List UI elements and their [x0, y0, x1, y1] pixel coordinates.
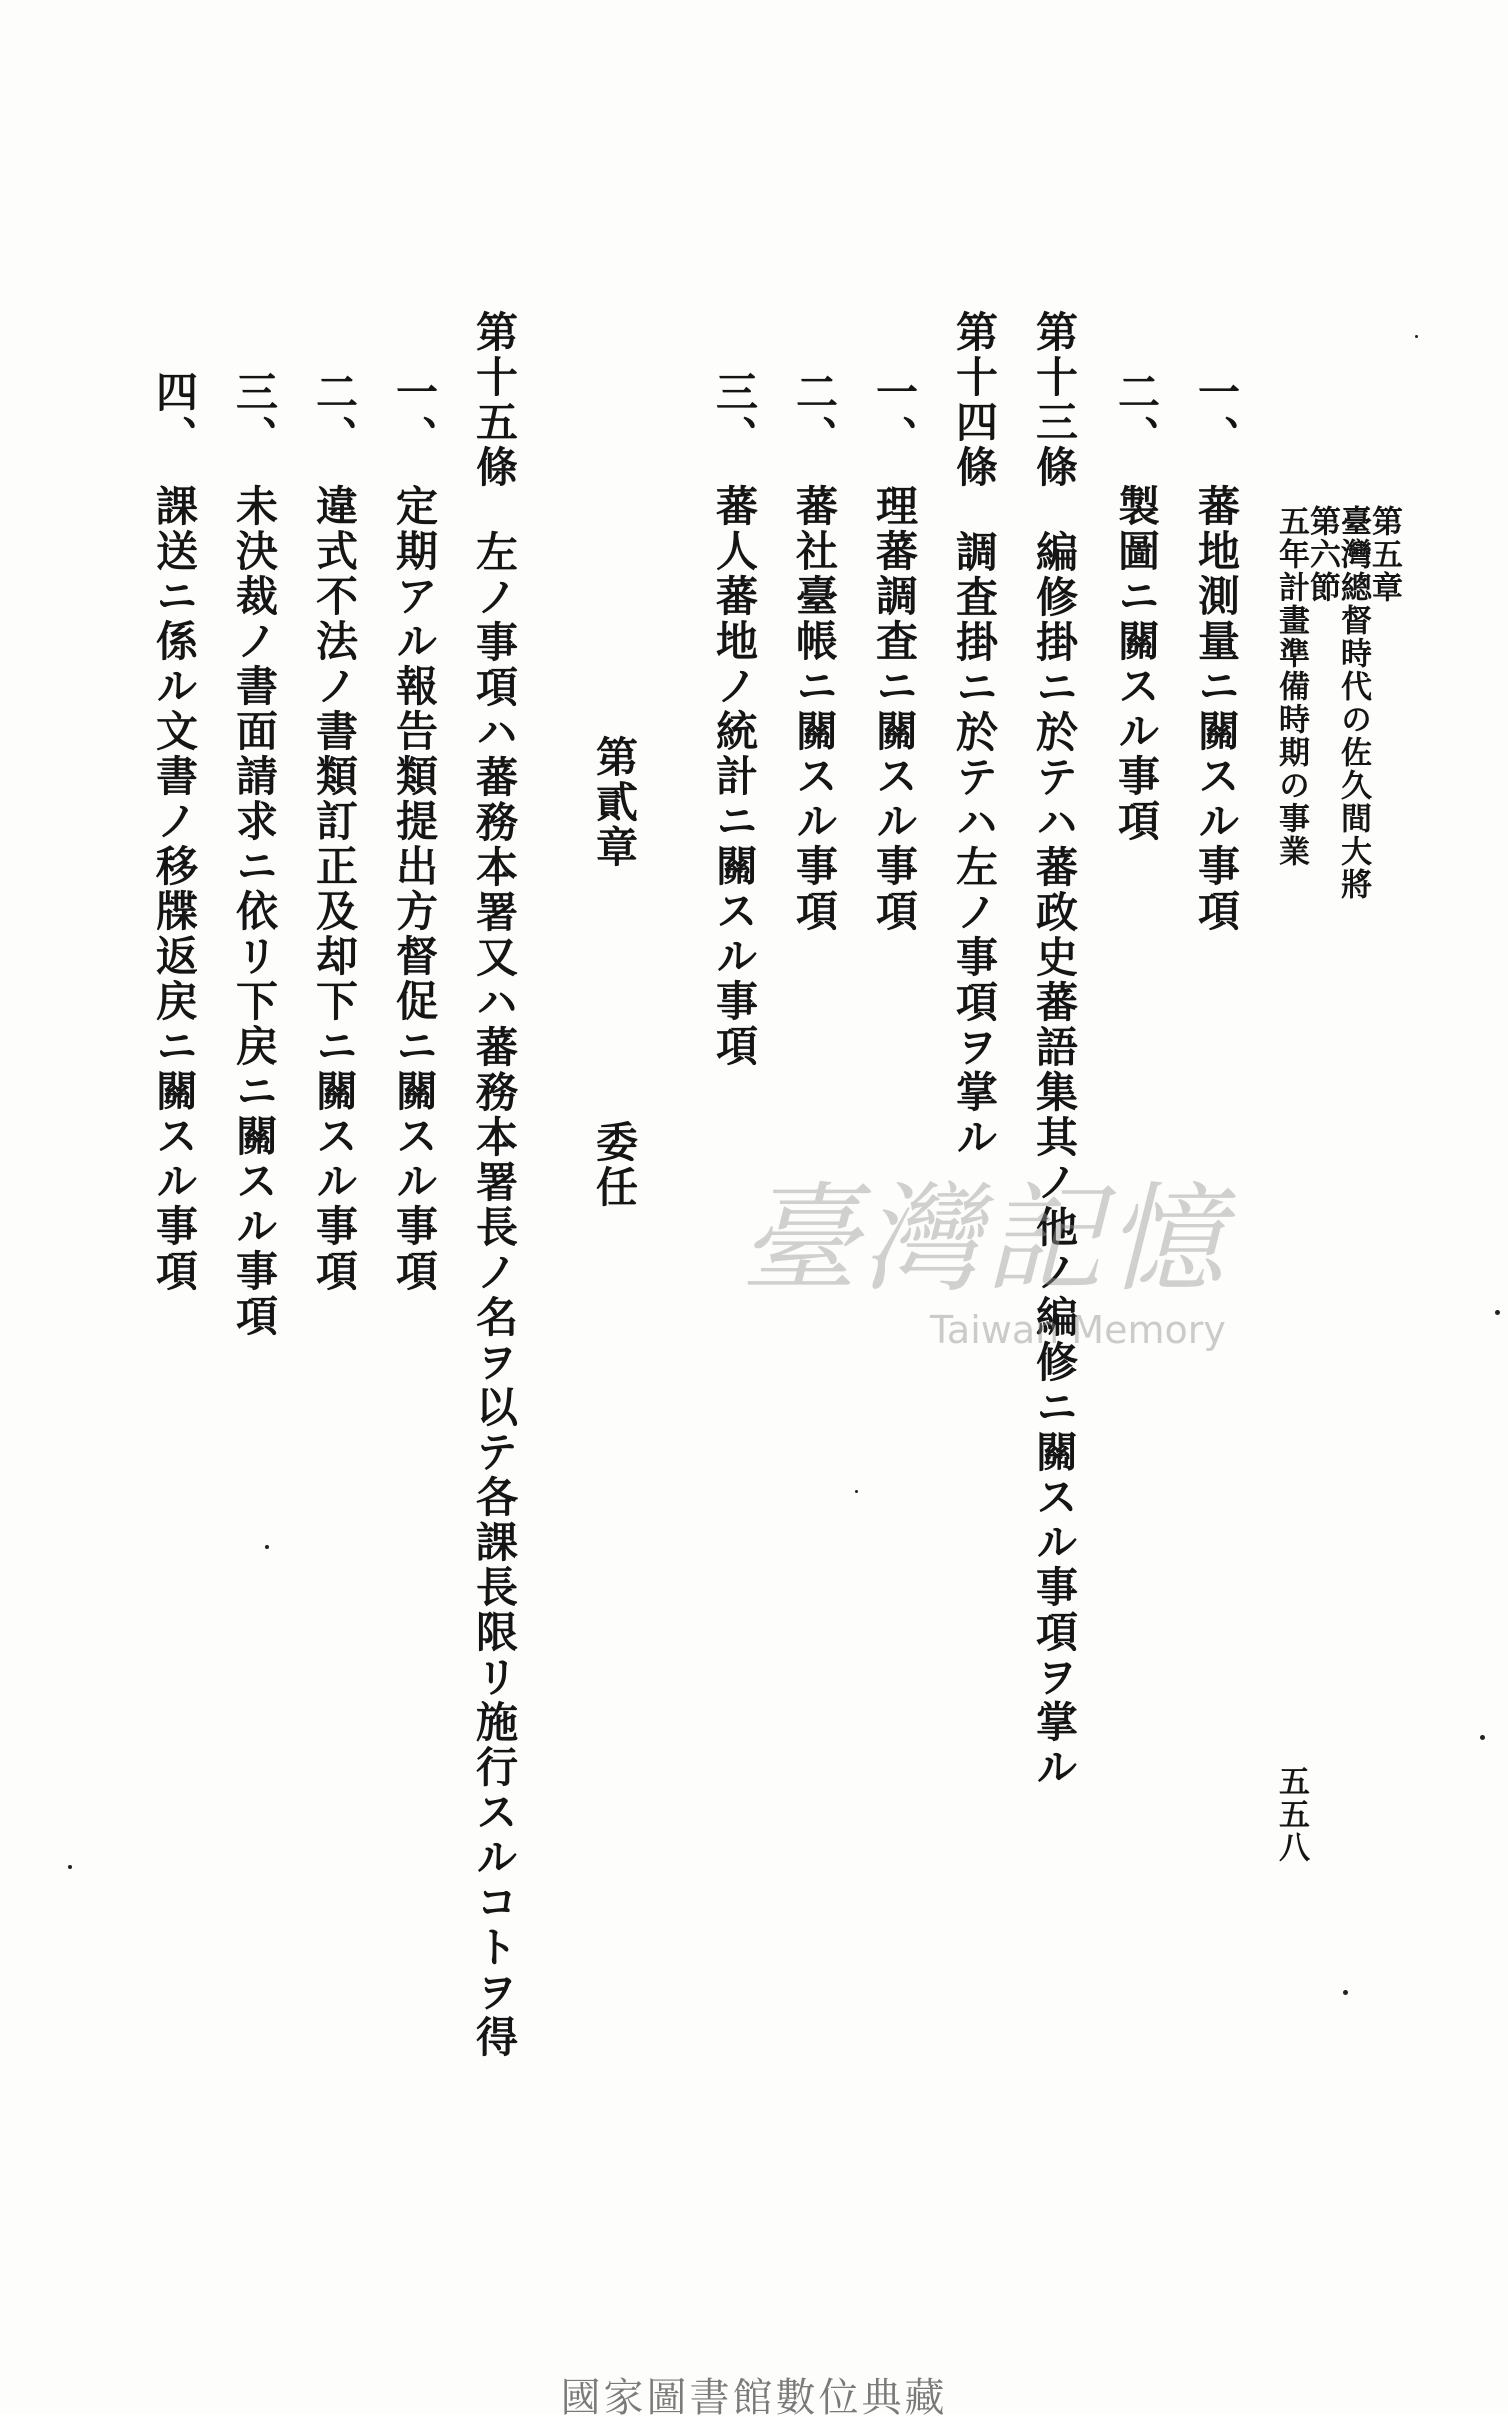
- item-marker: 二、: [790, 370, 839, 460]
- text-column: [390, 370, 439, 1294]
- item-text: 課送ニ係ル文書ノ移牒返戻ニ關スル事項: [150, 484, 199, 1294]
- watermark-chars: 臺灣記憶: [740, 1170, 1229, 1308]
- scan-speck: [855, 1490, 858, 1493]
- item-text: 違式不法ノ書類訂正及却下ニ關スル事項: [310, 484, 359, 1294]
- scan-speck: [68, 1865, 72, 1869]
- library-footer: 國家圖書館數位典藏: [560, 2375, 948, 2421]
- item-marker: 三、: [710, 370, 759, 460]
- text-column: [710, 370, 759, 1069]
- item-marker: 一、: [870, 370, 919, 460]
- text-column: [310, 370, 359, 1294]
- item-marker: 二、: [1112, 370, 1161, 460]
- article-number: 第十三條: [1030, 310, 1079, 490]
- scan-speck: [265, 1545, 269, 1549]
- item-text: 定期アル報告類提出方督促ニ關スル事項: [390, 484, 439, 1294]
- item-marker: 一、: [1192, 370, 1241, 460]
- text-column: [1192, 370, 1241, 934]
- running-header: [1273, 505, 1402, 901]
- item-text: 蕃人蕃地ノ統計ニ關スル事項: [710, 484, 759, 1069]
- item-marker: 二、: [310, 370, 359, 460]
- item-text: 製圖ニ關スル事項: [1112, 484, 1161, 844]
- article-number: 第十五條: [470, 310, 519, 490]
- scan-speck: [1343, 1990, 1348, 1995]
- item-text: 蕃社臺帳ニ關スル事項: [790, 484, 839, 934]
- chapter-title: 臺灣總督時代の佐久間大將: [1335, 505, 1371, 901]
- section-label: 第六節: [1304, 505, 1340, 604]
- item-marker: 一、: [390, 370, 439, 460]
- chapter-label: 第五章: [1366, 505, 1402, 604]
- text-column: [870, 370, 919, 934]
- scan-speck: [1480, 1735, 1485, 1740]
- article-column: [1030, 310, 1079, 1790]
- chapter-heading: [590, 735, 639, 1210]
- scan-speck: [1415, 335, 1418, 338]
- page-number: 五五八: [1273, 1765, 1309, 1864]
- article-number: 第十四條: [950, 310, 999, 490]
- article-text: 左ノ事項ハ蕃務本署又ハ蕃務本署長ノ名ヲ以テ各課長限リ施行スルコトヲ得: [470, 530, 519, 2060]
- watermark-subtitle: Taiwan Memory: [930, 1308, 1226, 1352]
- article-column: [470, 310, 519, 2060]
- item-text: 未決裁ノ書面請求ニ依リ下戻ニ關スル事項: [230, 484, 279, 1339]
- article-text: 編修掛ニ於テハ蕃政史蕃語集其ノ他ノ編修ニ關スル事項ヲ掌ル: [1030, 530, 1079, 1790]
- text-column: [1112, 370, 1161, 844]
- text-column: [790, 370, 839, 934]
- article-text: 調査掛ニ於テハ左ノ事項ヲ掌ル: [950, 530, 999, 1160]
- item-text: 理蕃調査ニ關スル事項: [870, 484, 919, 934]
- item-text: 蕃地測量ニ關スル事項: [1192, 484, 1241, 934]
- chapter-heading-number: 第貳章: [590, 735, 639, 870]
- text-column: [150, 370, 199, 1294]
- taiwan-memory-watermark: [740, 1170, 1260, 1360]
- scan-speck: [1495, 1310, 1500, 1315]
- chapter-heading-title: 委任: [590, 1120, 639, 1210]
- section-title: 五年計畫準備時期の事業: [1273, 505, 1309, 868]
- article-column: [950, 310, 999, 1160]
- item-marker: 四、: [150, 370, 199, 460]
- text-column: [230, 370, 279, 1339]
- item-marker: 三、: [230, 370, 279, 460]
